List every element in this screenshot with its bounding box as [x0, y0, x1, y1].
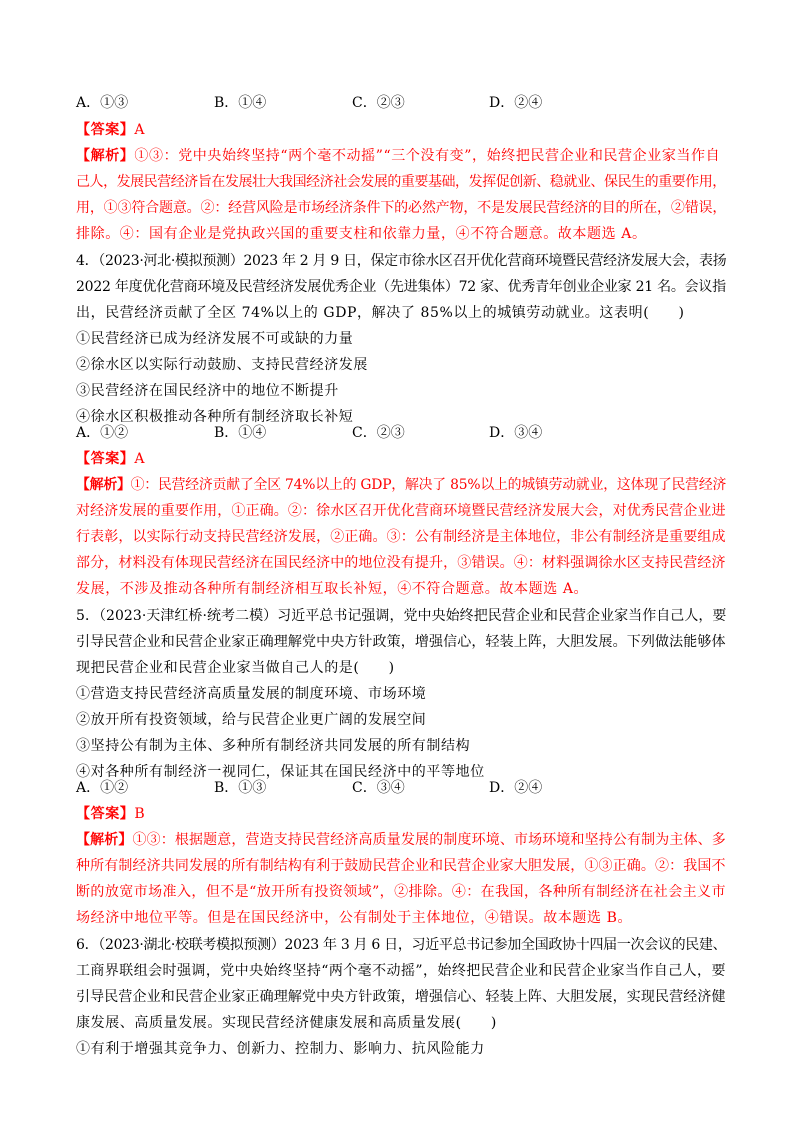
q4-item: ①民营经济已成为经济发展不可或缺的力量 [76, 331, 354, 347]
q5-option-a: A．①② [76, 780, 129, 796]
q4-answer [76, 449, 145, 469]
q3-analysis-line: 【解析】①③：党中央始终坚持“两个毫不动摇”“三个没有变”，始终把民营企业和民营企业家当作自 [76, 148, 721, 164]
answer-label: 【答案】 [76, 122, 135, 138]
q4-stem-line: 出，民营经济贡献了全区 74%以上的 GDP，解决了 85%以上的城镇劳动就业。这表明( ) [76, 305, 685, 321]
q4-option-c: C．②③ [352, 425, 405, 441]
analysis-label: 【解析】 [76, 148, 135, 164]
q6-stem-line: 6．（2023·湖北·校联考模拟预测）2023 年 3 月 6 日，习近平总书记参加全国政协十四届一次会议的民建、 [76, 937, 727, 953]
q5-option-d: D．②④ [489, 780, 543, 796]
q4-item: ②徐水区以实际行动鼓励、支持民营经济发展 [76, 357, 368, 373]
q5-item: ③坚持公有制为主体、多种所有制经济共同发展的所有制结构 [76, 738, 471, 754]
q4-option-a: A．①② [76, 425, 129, 441]
q3-analysis-line: 用，①③符合题意。②：经营风险是市场经济条件下的必然产物，不是发展民营经济的目的所在，②错误， [76, 200, 727, 216]
q5-option-c: C．③④ [352, 780, 405, 796]
q5-item: ④对各种所有制经济一视同仁，保证其在国民经济中的平等地位 [76, 764, 485, 780]
q3-analysis-line: 己人，发展民营经济旨在发展壮大我国经济社会发展的重要基础，发挥促创新、稳就业、保民生的重要作用， [76, 174, 726, 190]
q4-analysis-line: 【解析】①：民营经济贡献了全区 74%以上的 GDP，解决了 85%以上的城镇劳动就业，这体现了民营经济 [76, 477, 727, 493]
q5-options [76, 778, 726, 798]
answer-value: B [134, 806, 146, 822]
analysis-label: 【解析】 [76, 477, 131, 493]
q4-item: ③民营经济在国民经济中的地位不断提升 [76, 383, 339, 399]
q6-item: ①有利于增强其竞争力、创新力、控制力、影响力、抗风险能力 [76, 1041, 485, 1057]
q6-stem-line: 康发展、高质量发展。实现民营经济健康发展和高质量发展( ) [76, 1015, 497, 1031]
q5-analysis-line: 【解析】①③：根据题意，营造支持民营经济高质量发展的制度环境、市场环境和坚持公有制为主体、多 [76, 832, 726, 848]
q4-item: ④徐水区积极推动各种所有制经济取长补短 [76, 409, 354, 425]
q3-option-a: A．①③ [76, 95, 129, 111]
answer-value: A [134, 451, 146, 467]
q5-analysis-line: 种所有制经济共同发展的所有制结构有利于鼓励民营企业和民营企业家大胆发展，①③正确。②：我国不 [76, 858, 726, 874]
q6-stem-line: 引导民营企业和民营企业家正确理解党中央方针政策，增强信心、轻装上阵、大胆发展，实现民营经济健 [76, 989, 726, 1005]
q6-stem-line: 工商界联组会时强调，党中央始终坚持“两个毫不动摇”，始终把民营企业和民营企业家当作自己人，要 [76, 963, 726, 979]
q5-analysis-line: 断的放宽市场准入，但不是“放开所有投资领域”，②排除。④：在我国，各种所有制经济在社会主义市 [76, 884, 726, 900]
q3-option-d: D．②④ [489, 95, 543, 111]
q5-option-b: B．①③ [214, 780, 267, 796]
q5-answer [76, 804, 145, 824]
q4-stem-line: 2022 年度优化营商环境及民营经济发展优秀企业（先进集体）72 家、优秀青年创业企业家 21 名。会议指 [76, 279, 726, 295]
q5-stem-line: 5．（2023·天津红桥·统考二模）习近平总书记强调，党中央始终把民营企业和民营企业家当作自己人，要 [76, 608, 727, 624]
q3-analysis-line: 排除。④：国有企业是党执政兴国的重要支柱和依靠力量，④不符合题意。故本题选 A。 [76, 226, 647, 242]
q4-analysis-line: 行表彰，以实际行动支持民营经济发展，②正确。③：公有制经济是主体地位，非公有制经济是重要组成 [76, 529, 726, 545]
q4-option-d: D．③④ [489, 425, 543, 441]
q4-analysis-line: 发展，不涉及推动各种所有制经济相互取长补短，④不符合题意。故本题选 A。 [76, 581, 589, 597]
q5-item: ②放开所有投资领域，给与民营企业更广阔的发展空间 [76, 712, 427, 728]
q3-options [76, 93, 726, 113]
q5-item: ①营造支持民营经济高质量发展的制度环境、市场环境 [76, 686, 427, 702]
analysis-label: 【解析】 [76, 832, 133, 848]
q4-analysis-line: 部分，材料没有体现民营经济在国民经济中的地位没有提升，③错误。④：材料强调徐水区支持民营经济 [76, 555, 726, 571]
q4-option-b: B．①④ [214, 425, 267, 441]
q4-analysis-line: 对经济发展的重要作用，①正确。②：徐水区召开优化营商环境暨民营经济发展大会，对优秀民营企业进 [76, 503, 726, 519]
q5-analysis-line: 场经济中地位平等。但是在国民经济中，公有制处于主体地位，④错误。故本题选 B。 [76, 910, 633, 926]
q4-options [76, 423, 726, 443]
q3-option-c: C．②③ [352, 95, 405, 111]
q3-answer [76, 120, 145, 140]
q5-stem-line: 引导民营企业和民营企业家正确理解党中央方针政策，增强信心，轻装上阵，大胆发展。下列做法能够体 [76, 634, 726, 650]
answer-label: 【答案】 [76, 806, 135, 822]
answer-label: 【答案】 [76, 451, 135, 467]
answer-value: A [134, 122, 146, 138]
q5-stem-line: 现把民营企业和民营企业家当做自己人的是( ) [76, 660, 395, 676]
q4-stem-line: 4．（2023·河北·模拟预测）2023 年 2 月 9 日，保定市徐水区召开优化营商环境暨民营经济发展大会，表扬 [76, 253, 727, 269]
q3-option-b: B．①④ [214, 95, 267, 111]
